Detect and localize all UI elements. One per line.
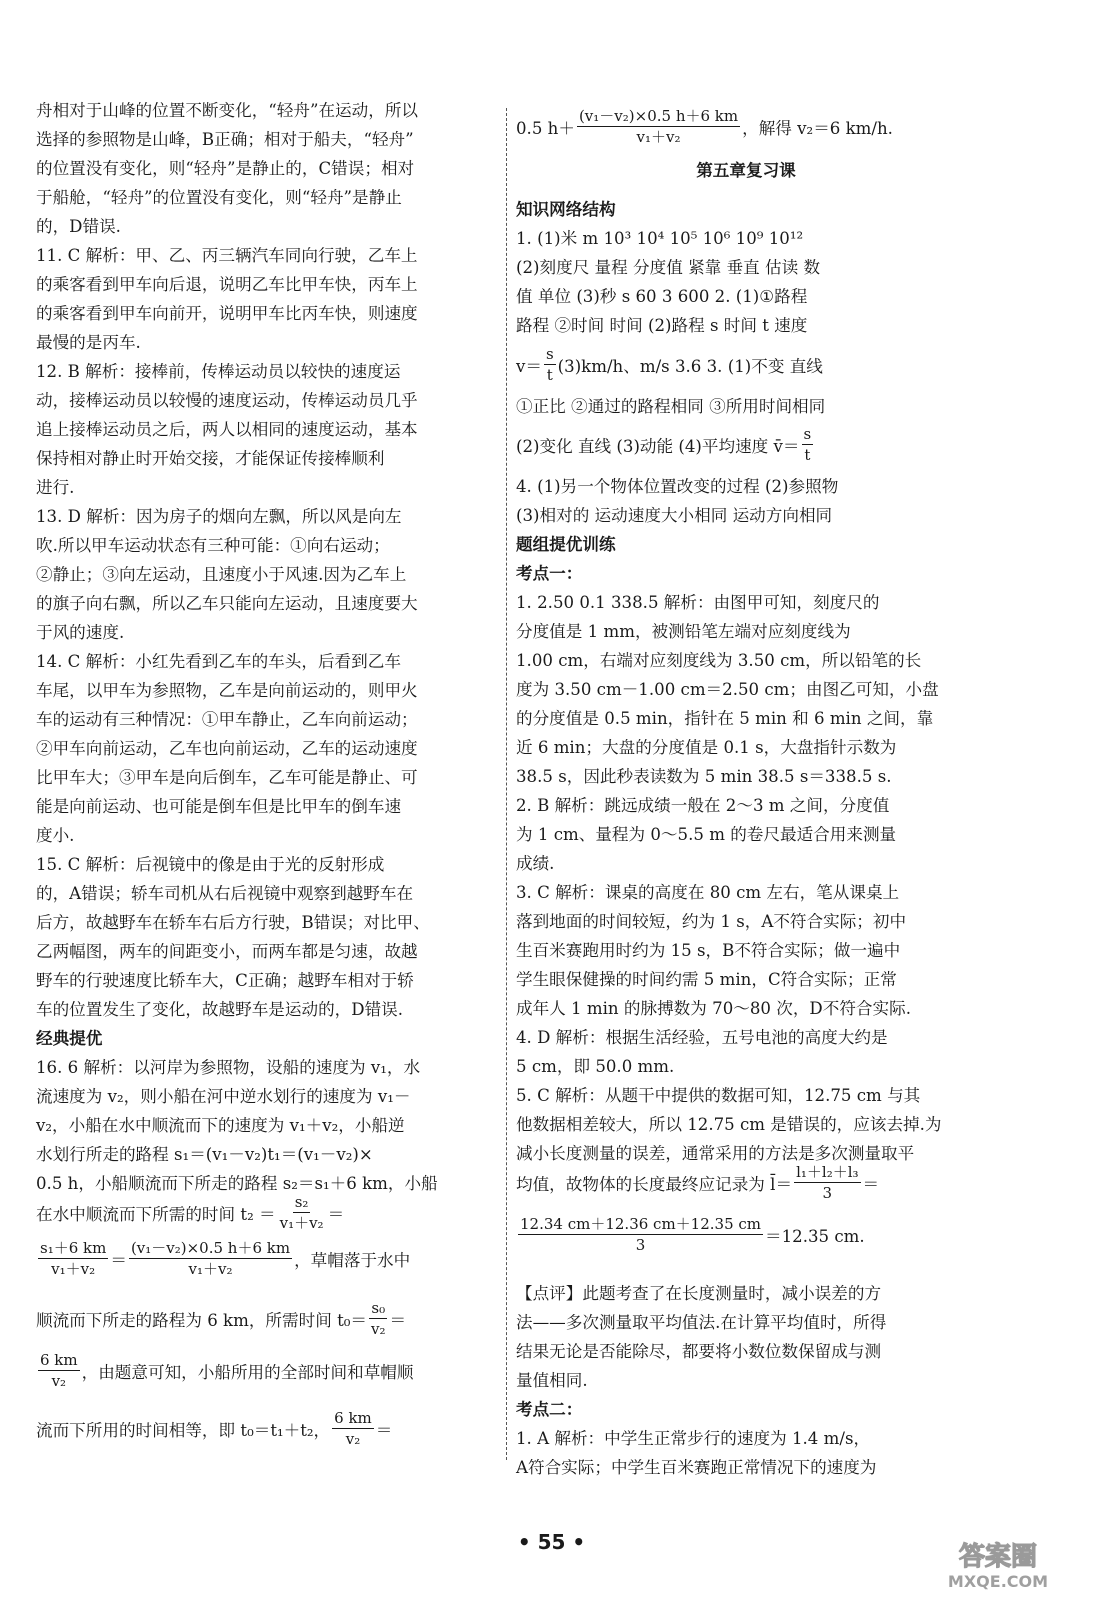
math-text: ＝12.35 cm. [765, 1226, 865, 1246]
text-line: 的，A错误；轿车司机从右后视镜中观察到越野车在 [36, 884, 414, 903]
text-line: (2)刻度尺 量程 分度值 紧靠 垂直 估读 数 [516, 258, 821, 277]
text-line: 的，D错误. [36, 217, 121, 236]
fraction [332, 1408, 374, 1449]
text-line: 的乘客看到甲车向前开，说明甲车比丙车快，则速度 [36, 304, 418, 323]
text-line: 13. D 解析：因为房子的烟向左飘，所以风是向左 [36, 507, 402, 526]
math-text: 在水中顺流而下所需的时间 t₂ ＝ [36, 1204, 276, 1224]
text-line: 1. 2.50 0.1 338.5 解析：由图甲可知，刻度尺的 [516, 593, 880, 612]
fraction-denominator: v₂ [51, 1372, 67, 1390]
text-line: 后方，故越野车在轿车右后方行驶，B错误；对比甲、 [36, 913, 430, 932]
fraction-denominator: 3 [822, 1184, 833, 1202]
column-divider [506, 108, 507, 1460]
text-line: 近 6 min；大盘的分度值是 0.1 s，大盘指针示数为 [516, 738, 897, 757]
text-line: 2. B 解析：跳远成绩一般在 2～3 m 之间，分度值 [516, 796, 890, 815]
text-line: 的旗子向右飘，所以乙车只能向左运动，且速度要大 [36, 594, 418, 613]
text-line: 车的运动有三种情况：①甲车静止，乙车向前运动； [36, 710, 418, 729]
text-line: 5. C 解析：从题干中提供的数据可知，12.75 cm 与其 [516, 1086, 921, 1105]
section-heading: 考点二： [516, 1400, 583, 1419]
math-text: ，草帽落于水中 [294, 1250, 411, 1270]
math-text: 流而下所用的时间相等，即 t₀＝t₁＋t₂， [36, 1420, 331, 1440]
math-text: ＝ [375, 1420, 393, 1440]
fraction-numerator: s [545, 345, 554, 363]
math-line [36, 1238, 410, 1279]
math-line [516, 106, 893, 147]
section-heading: 考点一： [516, 564, 583, 583]
section-heading: 题组提优训练 [516, 535, 616, 554]
math-text: ，解得 v₂＝6 km/h. [742, 118, 893, 138]
math-text: (2)变化 直线 (3)动能 (4)平均速度 v̄＝ [516, 436, 800, 456]
text-line: 4. (1)另一个物体位置改变的过程 (2)参照物 [516, 477, 839, 496]
text-line: A符合实际；中学生百米赛跑正常情况下的速度为 [516, 1458, 877, 1477]
fraction-numerator: s₁＋6 km [40, 1239, 107, 1257]
fraction-denominator: v₁＋v₂ [188, 1260, 233, 1278]
watermark-logo [908, 1537, 1088, 1591]
text-line: 于风的速度. [36, 623, 125, 642]
text-line: 动，接棒运动员以较慢的速度运动，传棒运动员几乎 [36, 391, 418, 410]
text-line: 车尾，以甲车为参照物，乙车是向前运动的，则甲火 [36, 681, 418, 700]
text-line: 15. C 解析：后视镜中的像是由于光的反射形成 [36, 855, 385, 874]
math-text: 0.5 h＋ [516, 118, 575, 138]
math-text: v＝ [516, 356, 542, 376]
text-line: 为 1 cm、量程为 0～5.5 m 的卷尺最适合用来测量 [516, 825, 897, 844]
fraction-denominator: t [804, 446, 811, 464]
text-line: 12. B 解析：接棒前，传棒运动员以较快的速度运 [36, 362, 401, 381]
text-line: 分度值是 1 mm，被测铅笔左端对应刻度线为 [516, 622, 851, 641]
math-text: ＝ [389, 1310, 407, 1330]
fraction-denominator: 3 [635, 1236, 646, 1254]
fraction-denominator: v₁＋v₂ [279, 1214, 324, 1232]
fraction [129, 1238, 292, 1279]
text-line: 吹.所以甲车运动状态有三种可能：①向右运动； [36, 536, 390, 555]
text-line: 的乘客看到甲车向后退，说明乙车比甲车快，丙车上 [36, 275, 418, 294]
text-line: 野车的行驶速度比轿车大，C正确；越野车相对于轿 [36, 971, 414, 990]
math-text: ＝ [110, 1250, 127, 1270]
section-heading: 经典提优 [36, 1029, 103, 1048]
text-line: 车的位置发生了变化，故越野车是运动的，D错误. [36, 1000, 404, 1019]
text-line: 减小长度测量的误差，通常采用的方法是多次测量取平 [516, 1144, 915, 1163]
watermark-url: MXQE.COM [947, 1572, 1049, 1591]
fraction [518, 1214, 763, 1255]
text-line: 量值相同. [516, 1371, 588, 1390]
text-line: 于船舱，“轻舟”的位置没有变化，则“轻舟”是静止 [36, 188, 402, 207]
text-line: 【点评】此题考查了在长度测量时，减小误差的方 [516, 1284, 882, 1303]
fraction-denominator: v₁＋v₂ [51, 1260, 96, 1278]
text-line: 法——多次测量取平均值法.在计算平均值时，所得 [516, 1313, 887, 1332]
math-line [36, 1350, 414, 1391]
fraction-denominator: v₂ [345, 1430, 361, 1448]
math-line [516, 344, 823, 385]
text-line: 度小. [36, 826, 75, 845]
fraction-numerator: (v₁－v₂)×0.5 h＋6 km [578, 107, 739, 125]
math-text: ＝ [862, 1174, 880, 1194]
text-line: 16. 6 解析：以河岸为参照物，设船的速度为 v₁，水 [36, 1058, 421, 1077]
math-text: 均值，故物体的长度最终应记录为 l̄＝ [516, 1174, 793, 1194]
math-text: (3)km/h、m/s 3.6 3. (1)不变 直线 [557, 356, 823, 376]
watermark-text: 答案圈 [958, 1542, 1038, 1572]
fraction-denominator: v₂ [371, 1320, 386, 1338]
text-line: 进行. [36, 478, 75, 497]
text-line: 舟相对于山峰的位置不断变化，“轻舟”在运动，所以 [36, 101, 419, 120]
page-number: • 55 • [517, 1530, 586, 1554]
fraction-numerator: (v₁－v₂)×0.5 h＋6 km [130, 1239, 291, 1257]
text-line: 结果无论是否能除尽，都要将小数位数保留成与测 [516, 1342, 882, 1361]
text-line: 保持相对静止时开始交接，才能保证传接棒顺利 [36, 449, 385, 468]
fraction [369, 1298, 388, 1339]
fraction-numerator: s₀ [371, 1299, 386, 1317]
text-line: 5 cm，即 50.0 mm. [516, 1057, 675, 1076]
fraction-denominator: t [546, 366, 553, 384]
text-line: 4. D 解析：根据生活经验，五号电池的高度大约是 [516, 1028, 888, 1047]
text-line: 14. C 解析：小红先看到乙车的车头，后看到乙车 [36, 652, 401, 671]
math-text: ，由题意可知，小船所用的全部时间和草帽顺 [81, 1362, 414, 1382]
text-line: ②甲车向前运动，乙车也向前运动，乙车的运动速度 [36, 739, 418, 758]
text-line: 乙两幅图，两车的间距变小，而两车都是匀速，故越 [36, 942, 418, 961]
text-line: 1. (1)米 m 10³ 10⁴ 10⁵ 10⁶ 10⁹ 10¹² [516, 229, 804, 248]
fraction-numerator: 6 km [40, 1351, 78, 1369]
fraction-numerator: s [803, 425, 812, 443]
text-line: ①正比 ②通过的路程相同 ③所用时间相同 [516, 397, 826, 416]
fraction-denominator: v₁＋v₂ [636, 128, 681, 146]
text-line: ②静止；③向左运动，且速度小于风速.因为乙车上 [36, 565, 407, 584]
text-line: 落到地面的时间较短，约为 1 s，A不符合实际；初中 [516, 912, 907, 931]
text-line: v₂，小船在水中顺流而下的速度为 v₁＋v₂，小船逆 [36, 1116, 405, 1135]
text-line: 的分度值是 0.5 min，指针在 5 min 和 6 min 之间，靠 [516, 709, 934, 728]
fraction [802, 424, 814, 465]
section-title: 第五章复习课 [696, 161, 796, 180]
text-line: 追上接棒运动员之后，两人以相同的速度运动，基本 [36, 420, 418, 439]
text-line: 度为 3.50 cm－1.00 cm＝2.50 cm；由图乙可知，小盘 [516, 680, 939, 699]
section-heading: 知识网络结构 [516, 200, 616, 219]
math-line [516, 424, 815, 465]
text-line: 最慢的是丙车. [36, 333, 141, 352]
fraction [544, 344, 556, 385]
math-text: 顺流而下所走的路程为 6 km，所需时间 t₀＝ [36, 1310, 367, 1330]
text-line: 1.00 cm，右端对应刻度线为 3.50 cm，所以铅笔的长 [516, 651, 922, 670]
text-line: 能是向前运动、也可能是倒车但是比甲车的倒车速 [36, 797, 402, 816]
text-line: 0.5 h，小船顺流而下所走的路程 s₂＝s₁＋6 km，小船 [36, 1174, 438, 1193]
fraction-numerator: s₂ [294, 1193, 309, 1211]
text-line: 11. C 解析：甲、乙、丙三辆汽车同向行驶，乙车上 [36, 246, 418, 265]
text-line: 比甲车大；③甲车是向后倒车，乙车可能是静止、可 [36, 768, 418, 787]
text-line: 的位置没有变化，则“轻舟”是静止的，C错误；相对 [36, 159, 415, 178]
text-line: 流速度为 v₂，则小船在河中逆水划行的速度为 v₁－ [36, 1087, 411, 1106]
math-line [36, 1408, 392, 1449]
fraction [577, 106, 740, 147]
fraction-numerator: 12.34 cm＋12.36 cm＋12.35 cm [520, 1215, 762, 1233]
text-line: 3. C 解析：课桌的高度在 80 cm 左右，笔从课桌上 [516, 883, 900, 902]
text-line: 值 单位 (3)秒 s 60 3 600 2. (1)①路程 [516, 287, 808, 306]
text-line: 他数据相差较大，所以 12.75 cm 是错误的，应该去掉.为 [516, 1115, 942, 1134]
text-line: 38.5 s，因此秒表读数为 5 min 38.5 s＝338.5 s. [516, 767, 892, 786]
fraction-numerator: l₁＋l₂＋l₃ [796, 1163, 859, 1181]
math-line [516, 1162, 879, 1203]
text-line: 学生眼保健操的时间约需 5 min，C符合实际；正常 [516, 970, 897, 989]
text-line: 成绩. [516, 854, 555, 873]
math-text: ＝ [327, 1204, 345, 1224]
fraction [38, 1350, 80, 1391]
math-line [36, 1298, 406, 1339]
fraction [38, 1238, 108, 1279]
math-line [516, 1214, 865, 1255]
fraction-numerator: 6 km [334, 1409, 372, 1427]
text-line: (3)相对的 运动速度大小相同 运动方向相同 [516, 506, 833, 525]
text-line: 成年人 1 min 的脉搏数为 70～80 次，D不符合实际. [516, 999, 911, 1018]
text-line: 水划行所走的路程 s₁＝(v₁－v₂)t₁＝(v₁－v₂)× [36, 1145, 373, 1164]
text-line: 生百米赛跑用时约为 15 s，B不符合实际；做一遍中 [516, 941, 901, 960]
fraction [278, 1192, 326, 1233]
math-line [36, 1192, 344, 1233]
text-line: 路程 ②时间 时间 (2)路程 s 时间 t 速度 [516, 316, 808, 335]
text-line: 选择的参照物是山峰，B正确；相对于船夫，“轻舟” [36, 130, 414, 149]
text-line: 1. A 解析：中学生正常步行的速度为 1.4 m/s， [516, 1429, 871, 1448]
fraction [794, 1162, 860, 1203]
